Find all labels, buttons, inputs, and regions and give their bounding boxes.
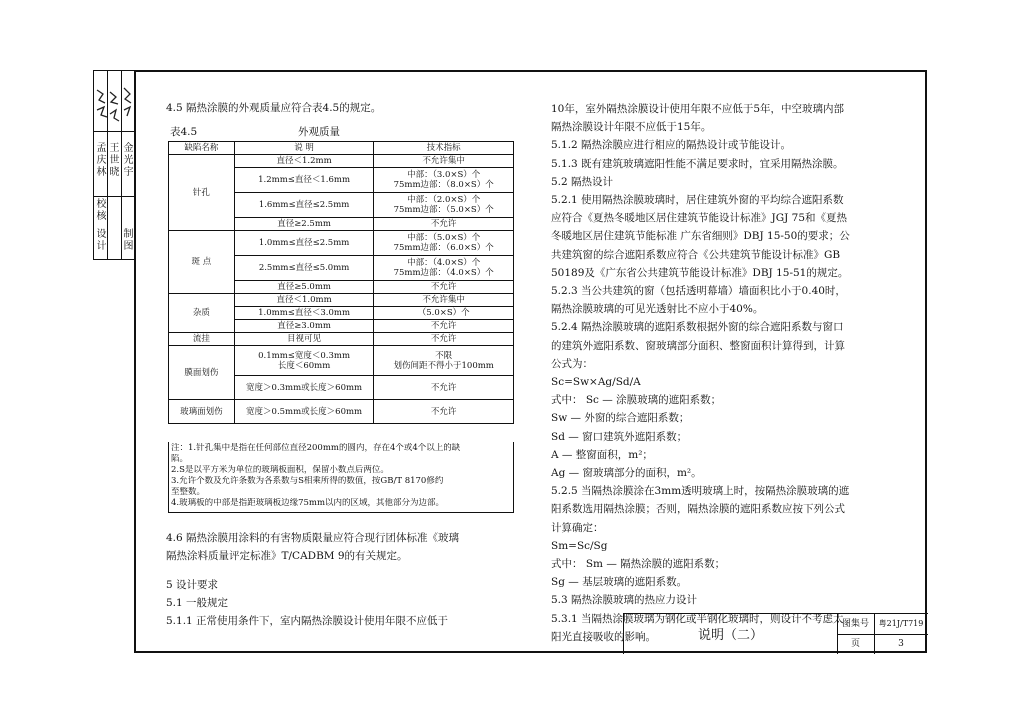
table-cell [374,168,514,193]
text-line: 式中： Sc — 涂膜玻璃的遮阳系数； [551,394,722,407]
table-cell: 直径≥3.0mm [234,320,374,333]
table-cell: 不允许 [374,281,514,294]
table-cell: 1.0mm≤直径≤2.5mm [234,231,374,256]
table-cell-line: 0.1mm≤宽度＜0.3mm [258,350,351,361]
defect-pinhole: 针孔 [169,155,235,231]
table-cell [374,346,514,376]
text-line: 共建筑窗的综合遮阳系数应符合《公共建筑节能设计标准》GB [551,248,841,261]
table-cell-line: 中部：（2.0×S）个 [407,195,481,205]
text-line: 应符合《夏热冬暖地区居住建筑节能设计标准》JGJ 75和《夏热 [551,212,848,225]
table-caption: 表4.5 [170,126,198,138]
table-cell: 不允许 [374,333,514,346]
atlas-number: 粤21J/T719 [878,619,924,628]
label-check: 校核 [94,198,105,222]
header-defect: 缺陷名称 [169,142,235,155]
text-line: 阳光直接吸收的影响。 [551,630,656,643]
signatures [93,80,134,140]
table-cell-line: 不限 [435,350,453,361]
text-line: 4.6 隔热涂膜用涂料的有害物质限量应符合现行团体标准《玻璃 [166,532,460,544]
name-drafter: 金光宇 [121,142,132,178]
text-line: Ag — 窗玻璃部分的面积，m²。 [551,467,702,480]
header-spec: 技术指标 [374,142,514,155]
text-line: 隔热涂膜设计年限不应低于15年。 [551,121,712,134]
name-designer: 王世晓 [107,142,118,178]
table-cell: 直径＜1.0mm [234,294,374,307]
table-cell-line: 中部：（4.0×S）个 [407,258,481,268]
table-cell-line: 中部：（3.0×S）个 [407,170,481,180]
defect-flow: 流挂 [169,333,235,346]
table-cell: 不允许 [374,218,514,231]
table-notes [168,442,514,513]
table-cell: 1.2mm≤直径＜1.6mm [234,168,374,193]
text-line: Sd — 窗口建筑外遮阳系数； [551,430,688,443]
label-design: 设计 [94,228,105,252]
text-line: 式中： Sm — 隔热涂膜的遮阳系数； [551,558,726,571]
text-line: 隔热涂料质量评定标准》T/CADBM 9的有关规定。 [166,550,408,563]
defect-glass-scratch: 玻璃面划伤 [169,400,235,424]
text-line: 5.2.4 隔热涂膜玻璃的遮阳系数根据外窗的综合遮阳系数与窗口 [551,321,844,334]
text-line: 5.1.3 既有建筑玻璃遮阳性能不满足要求时，宜采用隔热涂膜。 [551,157,844,170]
text-line: 5.1 一般规定 [166,597,229,610]
table-cell: 直径≥5.0mm [234,281,374,294]
table-cell: 2.5mm≤直径≤5.0mm [234,256,374,281]
table-cell-line: 长度＜60mm [277,360,331,371]
text-line: 5.3.1 当隔热涂膜玻璃为钢化或半钢化玻璃时，则设计不考虑太 [551,612,844,625]
table-cell: 宽度＞0.5mm或长度＞60mm [234,400,374,424]
table-title: 外观质量 [298,126,340,138]
table-cell: 1.0mm≤直径＜3.0mm [234,307,374,320]
text-line: 公式为： [551,357,593,370]
table-cell: 不允许 [374,400,514,424]
table-cell [374,231,514,256]
table-cell-line: 中部：（5.0×S）个 [407,233,481,243]
table-cell [374,256,514,281]
table-cell-line: 75mm边部：（4.0×S）个 [393,268,494,278]
table-cell: 直径＜1.2mm [234,155,374,168]
text-line: 5.2.1 使用隔热涂膜玻璃时，居住建筑外窗的平均综合遮阳系数 [551,194,844,207]
table-cell-line: 75mm边部：（5.0×S）个 [393,205,494,215]
text-line: 5.1.2 隔热涂膜应进行相应的隔热设计或节能设计。 [551,139,792,152]
right-column-text [551,100,913,646]
atlas-label: 图集号 [841,619,869,629]
table-cell: 不允许 [374,376,514,400]
text-line: 5.2 隔热设计 [551,175,614,188]
table-cell-line: 75mm边部：（8.0×S）个 [393,180,494,190]
formula-sc: Sc=Sw×Ag/Sd/A [551,376,641,389]
table-cell-line: 75mm边部：（6.0×S）个 [393,243,494,253]
table-cell-line: 划伤间距不得小于100mm [393,360,494,371]
table-cell [234,346,374,376]
formula-sm: Sm=Sc/Sg [551,539,608,552]
text-line: 冬暖地区居住建筑节能标准 广东省细则》DBJ 15-50的要求；公 [551,230,850,243]
text-line: 隔热涂膜玻璃的可见光透射比不应小于40%。 [551,303,764,316]
table-cell: 不允许集中 [374,294,514,307]
table-cell: （5.0×S）个 [374,307,514,320]
defect-film-scratch: 膜面划伤 [169,346,235,400]
text-line: 5.2.5 当隔热涂膜涂在3mm透明玻璃上时，按隔热涂膜玻璃的遮 [551,485,850,498]
table-cell: 不允许集中 [374,155,514,168]
section-5 [166,576,448,631]
table-cell: 1.6mm≤直径≤2.5mm [234,193,374,218]
text-line: 阳系数选用隔热涂膜；否则，隔热涂膜的遮阳系数应按下列公式 [551,503,845,516]
appearance-quality-table [168,141,514,424]
text-line: 5.2.3 当公共建筑的窗（包括透明幕墙）墙面积比小于0.40时， [551,285,846,298]
text-line: 50189及《广东省公共建筑节能设计标准》DBJ 15-51的规定。 [551,266,849,279]
defect-spot: 斑 点 [169,231,235,294]
text-line: 计算确定： [551,521,604,534]
page-label: 页 [850,639,860,649]
section-4-6 [166,529,459,565]
drawing-title: 说明（二） [624,614,838,654]
note-line: 2.S是以平方米为单位的玻璃板面积，保留小数点后两位。 [171,465,389,475]
defect-impurity: 杂质 [169,294,235,333]
text-line: 的建筑外遮阳系数、窗玻璃部分面积、整窗面积计算得到，计算 [551,339,845,352]
note-line: 3.允许个数及允许条数为各系数与S相乘所得的数值，按GB/T 8170修约 [171,476,444,486]
table-cell: 目视可见 [234,333,374,346]
header-desc: 说 明 [234,142,374,155]
text-line: 5.3 隔热涂膜玻璃的热应力设计 [551,594,698,607]
title-block [623,613,928,654]
text-line: Sg — 基层玻璃的遮阳系数。 [551,576,688,589]
table-cell: 直径≥2.5mm [234,218,374,231]
text-line: 10年，室外隔热涂膜设计使用年限不应低于5年，中空玻璃内部 [551,103,845,115]
page-number: 3 [898,639,904,649]
note-line: 4.玻璃板的中部是指距玻璃板边缘75mm以内的区域，其他部分为边部。 [171,498,445,508]
note-line: 至整数。 [171,487,206,497]
table-cell: 不允许 [374,320,514,333]
text-line: A — 整窗面积，m²； [551,448,653,461]
table-cell [374,193,514,218]
name-checker: 孟庆林 [94,142,105,178]
text-line: 5 设计要求 [166,579,219,591]
label-drawing: 制图 [121,228,132,252]
table-cell: 宽度＞0.3mm或长度＞60mm [234,376,374,400]
note-line: 陷。 [171,454,189,464]
text-line: Sw — 外窗的综合遮阳系数； [551,412,690,425]
text-line: 5.1.1 正常使用条件下，室内隔热涂膜设计使用年限不应低于 [166,615,449,628]
note-line: 注：1.针孔集中是指在任何部位直径200mm的圆内，存在4个或4个以上的缺 [171,443,461,453]
section-4-5-heading: 4.5 隔热涂膜的外观质量应符合表4.5的规定。 [166,102,382,114]
